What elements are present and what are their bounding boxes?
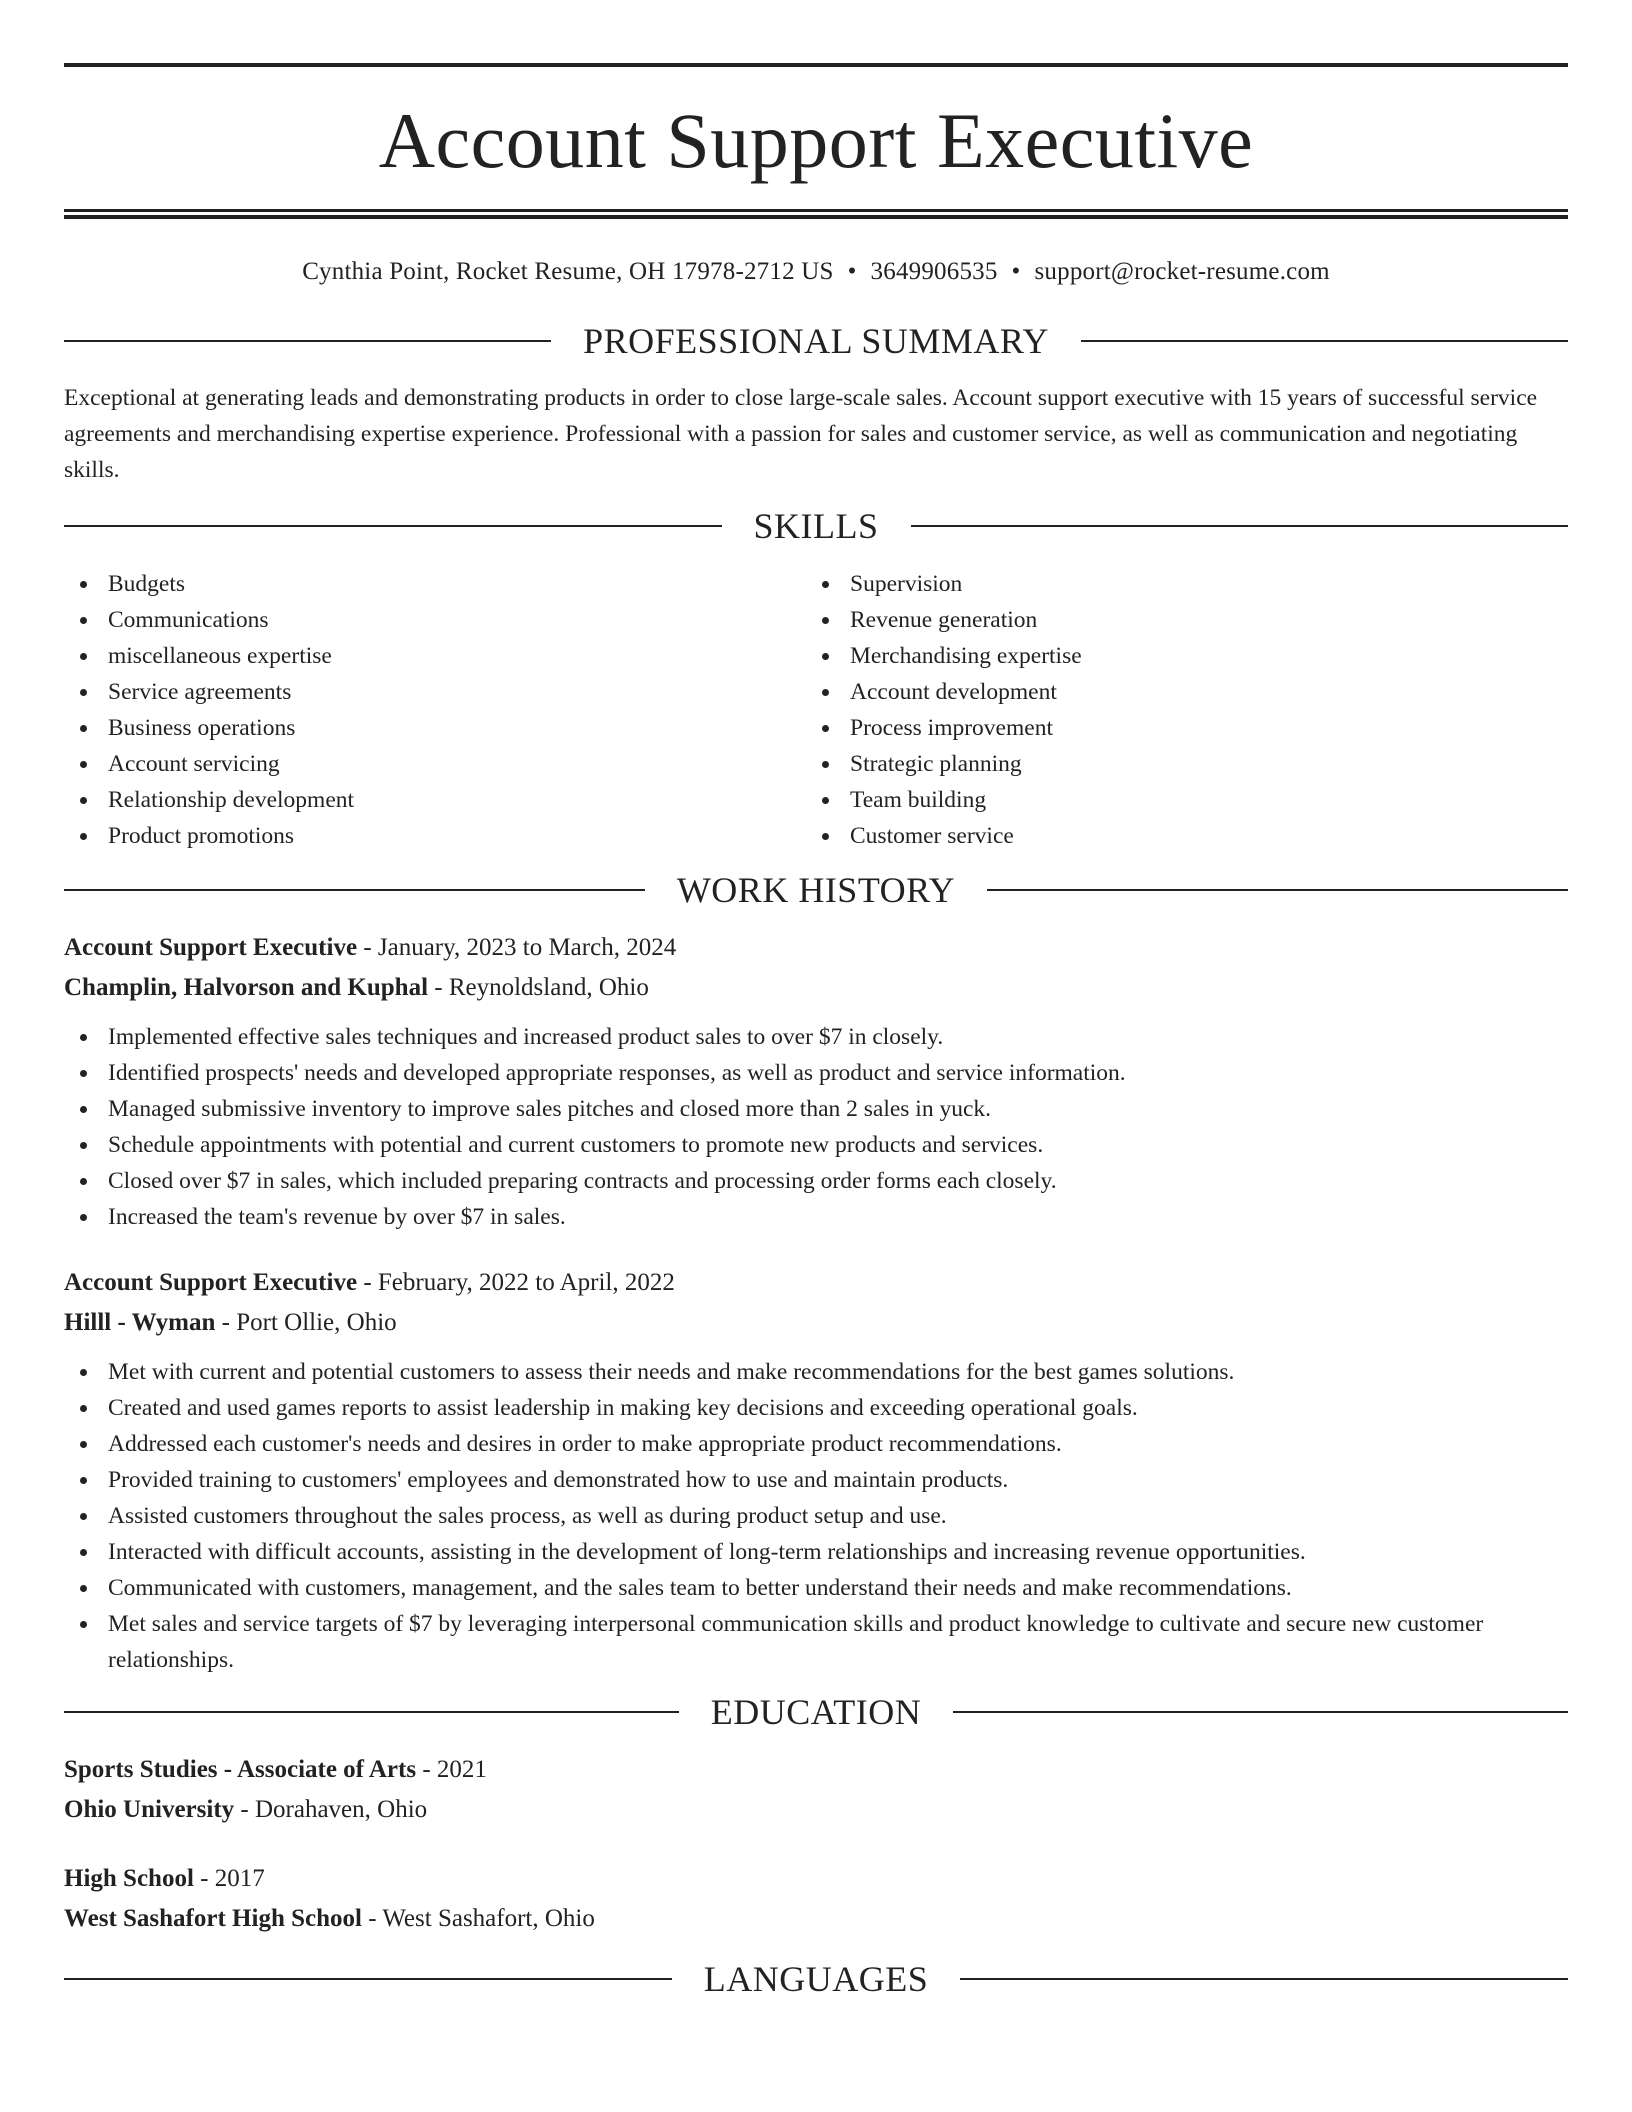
- education-degree: Sports Studies - Associate of Arts: [64, 1756, 417, 1783]
- education-degree-line: [64, 1859, 1568, 1899]
- languages-section-heading: [64, 1959, 1568, 1999]
- education-entry: [64, 1859, 1568, 1939]
- resume-page: [64, 0, 1568, 1999]
- job-dates: - February, 2022 to April, 2022: [357, 1269, 675, 1296]
- education-degree-line: [64, 1750, 1568, 1790]
- education-year: - 2017: [193, 1865, 265, 1892]
- header-double-rule: [64, 209, 1568, 219]
- divider-line: [911, 525, 1569, 527]
- summary-section-heading: [64, 321, 1568, 361]
- contact-email: support@rocket-resume.com: [1034, 258, 1330, 285]
- job-bullet: Created and used games reports to assist leadership in making key decisions and exceeding operational goals.: [64, 1390, 1568, 1426]
- divider-line: [1081, 340, 1568, 342]
- skills-section-heading: [64, 506, 1568, 546]
- skill-item: Budgets: [64, 566, 806, 602]
- skill-item: Service agreements: [64, 674, 806, 710]
- divider-line: [987, 889, 1568, 891]
- skill-item: Account development: [806, 674, 1548, 710]
- divider-line: [64, 340, 551, 342]
- job-bullet: Interacted with difficult accounts, assisting in the development of long-term relationships and increasing revenue opportunities.: [64, 1534, 1568, 1570]
- header-top-rule: [64, 63, 1568, 67]
- job-bullet: Increased the team's revenue by over $7 in sales.: [64, 1199, 1568, 1235]
- divider-line: [64, 889, 645, 891]
- job-bullet: Assisted customers throughout the sales process, as well as during product setup and use.: [64, 1498, 1568, 1534]
- skill-item: Strategic planning: [806, 746, 1548, 782]
- education-section-heading: [64, 1692, 1568, 1732]
- divider-line: [953, 1711, 1568, 1713]
- job-bullet: Implemented effective sales techniques and increased product sales to over $7 in closely.: [64, 1019, 1568, 1055]
- skill-item: Relationship development: [64, 782, 806, 818]
- job-bullet: Managed submissive inventory to improve sales pitches and closed more than 2 sales in yuck.: [64, 1091, 1568, 1127]
- skill-item: Merchandising expertise: [806, 638, 1548, 674]
- job-bullet: Closed over $7 in sales, which included preparing contracts and processing order forms each closely.: [64, 1163, 1568, 1199]
- job-bullet-list: [64, 1019, 1568, 1235]
- skills-column-left: [64, 566, 806, 854]
- education-school: Ohio University: [64, 1796, 235, 1823]
- education-school-line: [64, 1790, 1568, 1830]
- skill-item: miscellaneous expertise: [64, 638, 806, 674]
- education-location: - West Sashafort, Ohio: [361, 1905, 595, 1932]
- skills-heading-label: SKILLS: [753, 506, 879, 546]
- job-bullet: Identified prospects' needs and developed appropriate responses, as well as product and service information.: [64, 1055, 1568, 1091]
- skill-item: Team building: [806, 782, 1548, 818]
- contact-separator: •: [847, 258, 857, 285]
- job-company-line: [64, 968, 1568, 1008]
- job-location: - Reynoldsland, Ohio: [428, 974, 649, 1001]
- skill-item: Business operations: [64, 710, 806, 746]
- job-dates: - January, 2023 to March, 2024: [357, 934, 677, 961]
- job-company-line: [64, 1303, 1568, 1343]
- contact-address: Cynthia Point, Rocket Resume, OH 17978-2712 US: [302, 258, 834, 285]
- resume-title: Account Support Executive: [378, 97, 1254, 184]
- job-bullet: Communicated with customers, management, and the sales team to better understand their needs and make recommendations.: [64, 1570, 1568, 1606]
- education-year: - 2021: [416, 1756, 487, 1783]
- job-entry: [64, 1263, 1568, 1678]
- skills-grid: [64, 566, 1568, 854]
- job-entry: [64, 928, 1568, 1235]
- job-title: Account Support Executive: [64, 1269, 358, 1296]
- skill-item: Customer service: [806, 818, 1548, 854]
- skill-item: Supervision: [806, 566, 1548, 602]
- work-heading-label: WORK HISTORY: [676, 870, 956, 910]
- divider-line: [64, 1711, 679, 1713]
- skill-item: Product promotions: [64, 818, 806, 854]
- divider-line: [64, 1978, 672, 1980]
- skill-item: Revenue generation: [806, 602, 1548, 638]
- languages-heading-label: LANGUAGES: [703, 1959, 929, 1999]
- contact-line: [64, 257, 1568, 287]
- job-bullet: Provided training to customers' employees and demonstrated how to use and maintain products.: [64, 1462, 1568, 1498]
- job-bullet: Schedule appointments with potential and current customers to promote new products and services.: [64, 1127, 1568, 1163]
- education-school-line: [64, 1899, 1568, 1939]
- job-company: Champlin, Halvorson and Kuphal: [64, 974, 429, 1001]
- skill-item: Communications: [64, 602, 806, 638]
- divider-line: [64, 525, 722, 527]
- job-bullet-list: [64, 1354, 1568, 1678]
- job-title-line: [64, 1263, 1568, 1303]
- job-company: Hilll - Wyman: [64, 1309, 216, 1336]
- education-heading-label: EDUCATION: [710, 1692, 922, 1732]
- summary-text: Exceptional at generating leads and demonstrating products in order to close large-scale sales. Account support executive with 15 years of successful service agreements and merchandising expertise experience. Professional with a passion for sales and customer service, as well as communication and negotiating skills.: [64, 385, 1538, 483]
- skills-column-right: [806, 566, 1548, 854]
- contact-phone: 3649906535: [870, 258, 998, 285]
- job-title-line: [64, 928, 1568, 968]
- divider-line: [960, 1978, 1568, 1980]
- contact-separator: •: [1011, 258, 1021, 285]
- education-degree: High School: [64, 1865, 194, 1892]
- job-title: Account Support Executive: [64, 934, 358, 961]
- summary-heading-label: PROFESSIONAL SUMMARY: [583, 321, 1049, 361]
- education-school: West Sashafort High School: [64, 1905, 362, 1932]
- work-section-heading: [64, 870, 1568, 910]
- skill-item: Process improvement: [806, 710, 1548, 746]
- education-location: - Dorahaven, Ohio: [234, 1796, 428, 1823]
- job-bullet: Addressed each customer's needs and desires in order to make appropriate product recommendations.: [64, 1426, 1568, 1462]
- skill-item: Account servicing: [64, 746, 806, 782]
- job-location: - Port Ollie, Ohio: [215, 1309, 397, 1336]
- job-bullet: Met sales and service targets of $7 by leveraging interpersonal communication skills and product knowledge to cultivate and secure new customer relationships.: [64, 1606, 1568, 1678]
- education-entry: [64, 1750, 1568, 1830]
- job-bullet: Met with current and potential customers to assess their needs and make recommendations for the best games solutions.: [64, 1354, 1568, 1390]
